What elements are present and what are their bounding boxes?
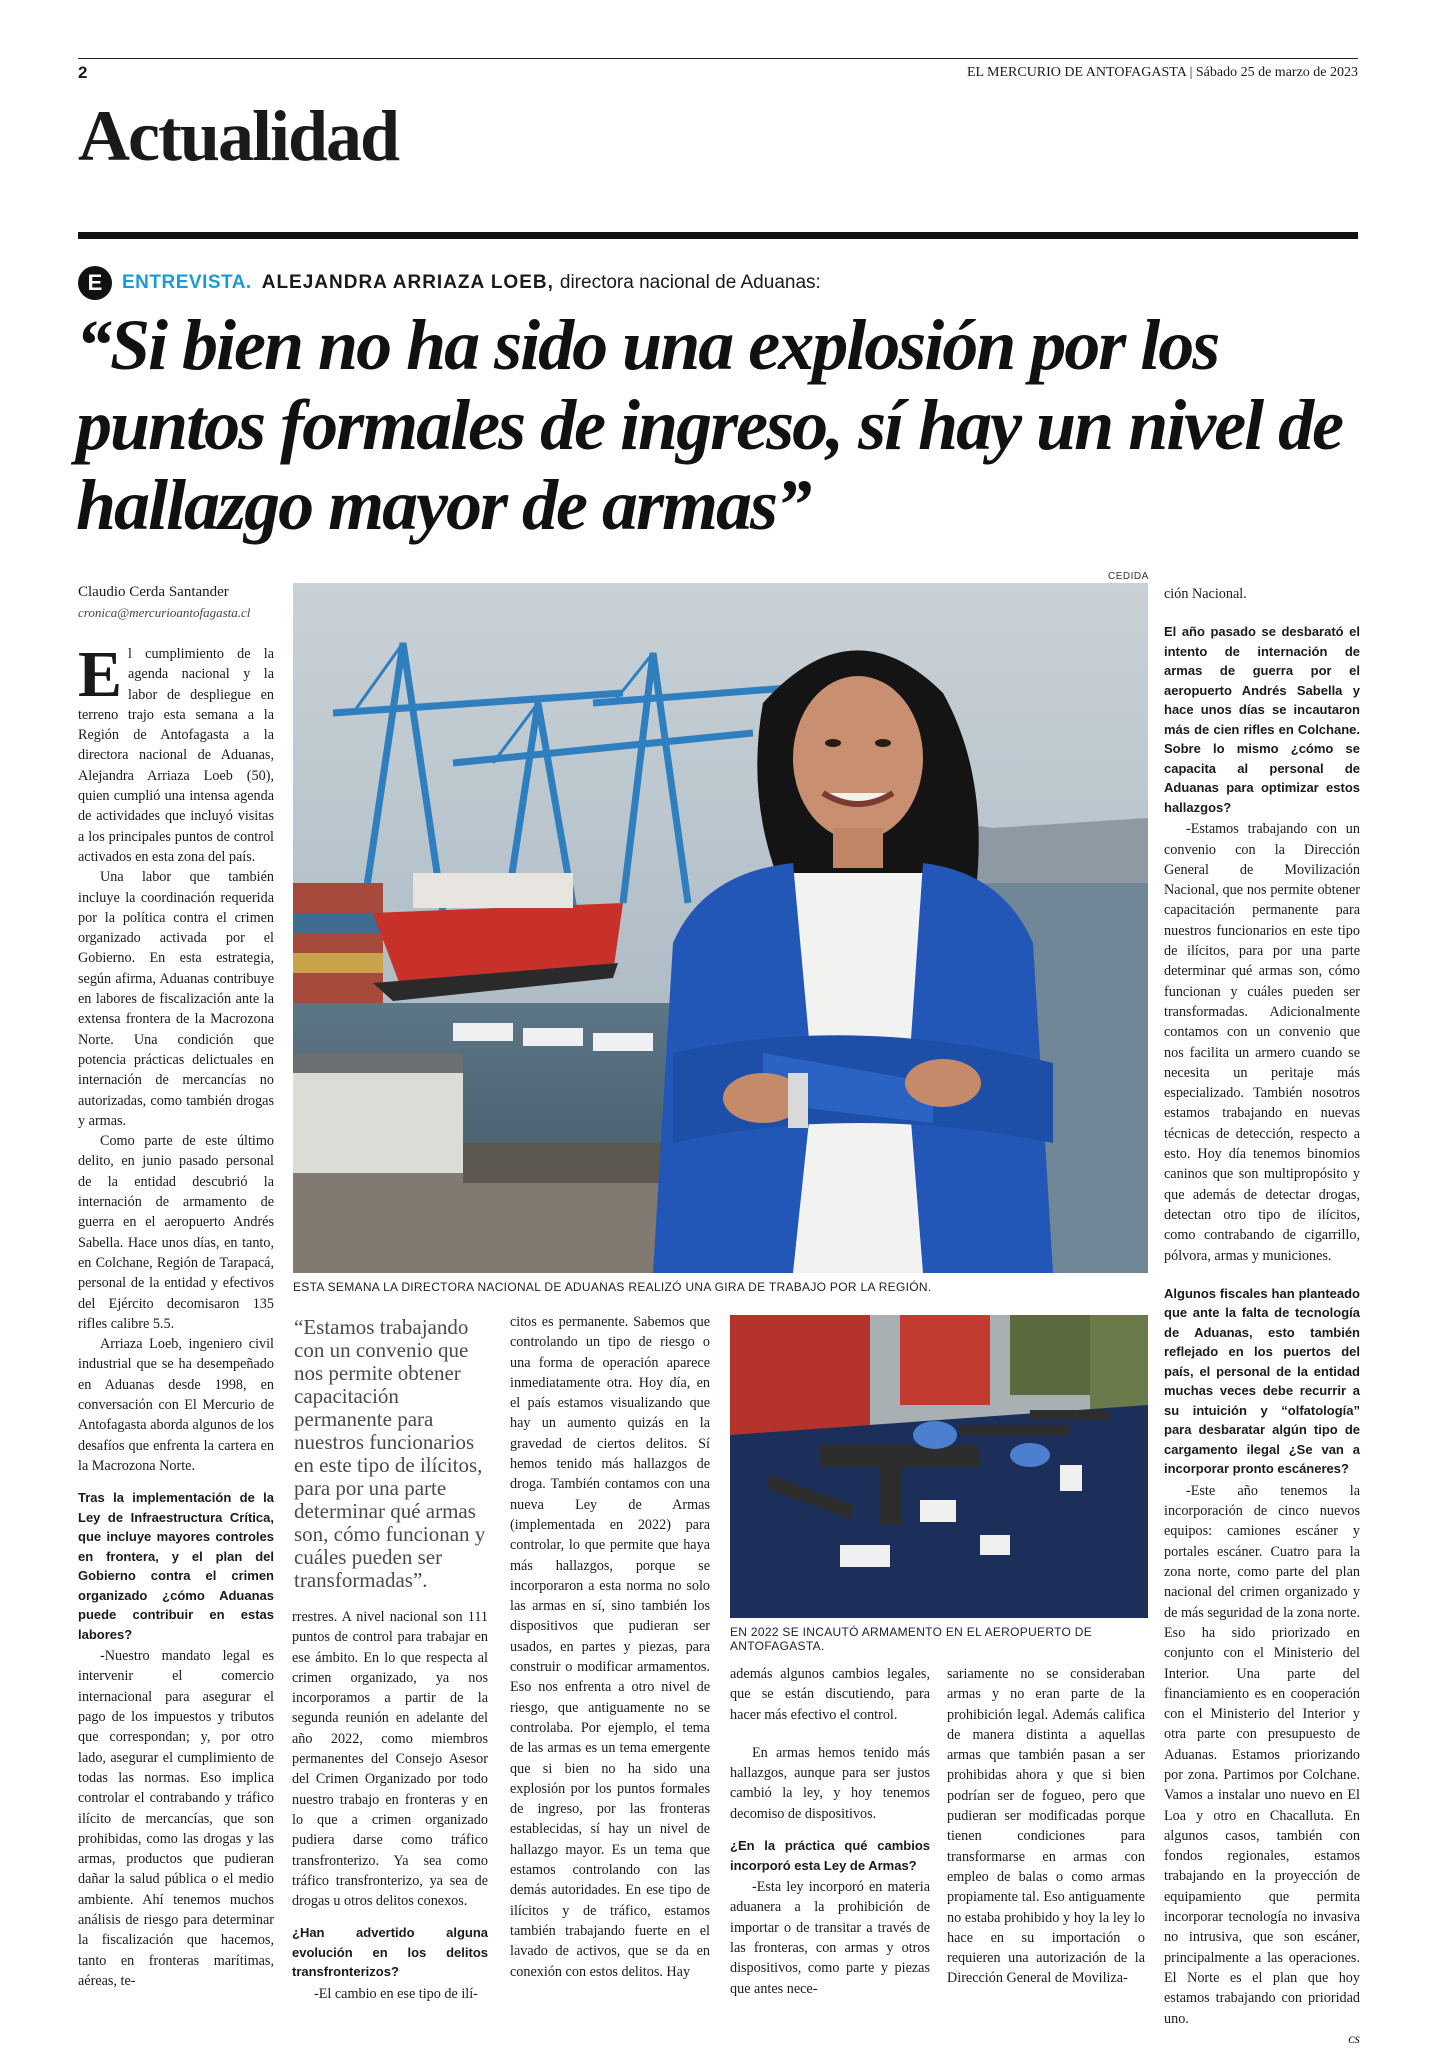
headline: “Si bien no ha sido una explosión por los puntos formales de ingreso, sí hay un nivel de hallazgo mayor de armas” <box>76 305 1343 545</box>
kicker-label: ENTREVISTA. <box>122 272 252 293</box>
paragraph: -El cambio en ese tipo de ilí- <box>314 1985 478 2002</box>
paragraph: -Este año tenemos la incorporación de cinco nuevos equipos: camiones escáner y portales escáner. Cuatro para la zona norte, como parte del plan nacional del crimen organizado y de más seguridad de la zona norte. Eso ha sido priorizado en conjunto con el Ministerio del Interior. Una parte del financiamiento es en cooperación con el Ministerio del Interior y otra parte con presupuesto de Aduanas. Estamos priorizando por zona. Partimos por Colchane. Vamos a instalar uno nuevo en El Loa y otro en Chacalluta. En algunos casos, también con fondos regionales, estamos trabajando en la proyección de equipamiento que permita incorporar tecnología no invasiva no intrusiva, que son escáner, principalmente a las operaciones. El Norte es el plan que hoy estamos trabajando con prioridad uno. <box>1164 1482 1360 2027</box>
paragraph: rrestres. A nivel nacional son 111 puntos de control para trabajar en ese ámbito. En lo que respecta al crimen organizado, ya nos incorporamos a partir de la segunda reunión en adelante del año 2022, como miembros permanentes del Consejo Asesor del Crimen Organizado por todo nuestro trabajo en fronteras y en lo que a crimen organizado pudiera darse como tráfico transfronterizo. Ya sea como tráfico transfronterizo, ya sea de drogas u otros delitos conexos. <box>292 1609 488 1910</box>
paragraph: Una labor que también incluye la coordinación requerida por la política contra el crimen organizado activada por el Gobierno. En esta estrategia, según afirma, Aduanas contribuye en labores de fiscalización ante la extensa frontera de la Macrozona Norte. Una condición que potencia prácticas delictuales en internación de mercancías no autorizadas, como también drogas y armas. <box>78 869 274 1129</box>
interview-question: Tras la implementación de la Ley de Infraestructura Crítica, que incluye mayores controles en frontera, y el plan del Gobierno contra el crimen organizado ¿cómo Aduanas puede contribuir en estas labores? <box>78 1490 274 1642</box>
paragraph: Arriaza Loeb, ingeniero civil industrial que se ha desempeñado en Aduanas desde 1998, en conversación con El Mercurio de Antofagasta aborda algunos de los desafíos que enfrenta la cartera en la Macrozona Norte. <box>78 1336 274 1474</box>
article-column-3 <box>510 1312 710 1982</box>
paragraph: -Nuestro mandato legal es intervenir el comercio internacional para asegurar el pago de los impuestos y tributos que correspondan; y, por otro lado, asegurar el cumplimiento de todas las normas. Eso implica controlar el contrabando y tráfico ilícito de mercancías, que son prohibidas, como las drogas y las armas, productos que pudieran dañar la salud pública o el medio ambiente. Ahí tenemos muchos análisis de riesgo para determinar la fiscalización que hacemos, tanto en fronteras marítimas, aéreas, te- <box>78 1648 274 1989</box>
main-photo-illustration <box>293 583 1148 1273</box>
main-photo <box>293 583 1148 1273</box>
pull-quote: “Estamos trabajando con un convenio que nos permite obtener capacitación permanente para nuestros funcionarios en este tipo de ilícitos, para por una parte determinar qué armas son, cómo funcionan y cuáles pueden ser transformadas”. <box>294 1315 486 1592</box>
interview-question: ¿Han advertido alguna evolución en los delitos transfronterizos? <box>292 1925 488 1980</box>
drop-cap: E <box>78 638 123 711</box>
kicker <box>78 266 821 300</box>
interview-badge-icon: E <box>78 266 112 300</box>
paper-info: EL MERCURIO DE ANTOFAGASTA | Sábado 25 de marzo de 2023 <box>966 65 1358 80</box>
seized-weapons-illustration <box>730 1315 1148 1618</box>
article-column-5 <box>947 1664 1145 1989</box>
secondary-photo <box>730 1315 1148 1618</box>
interview-question: ¿En la práctica qué cambios incorporó esta Ley de Armas? <box>730 1838 930 1873</box>
interview-question: Algunos fiscales han planteado que ante la falta de tecnología de Aduanas, esto también reflejado en los puertos del país, el personal de la entidad muchas veces debe recurrir a su intuición y “olfatología” para desbaratar algún tipo de cargamento ilegal ¿Se van a incorporar pronto escáneres? <box>1164 1285 1360 1477</box>
page-number: 2 <box>78 63 88 82</box>
byline <box>78 584 278 621</box>
paragraph: además algunos cambios legales, que se están discutiendo, para hacer más efectivo el control. <box>730 1666 930 1723</box>
kicker-role: directora nacional de Aduanas: <box>559 272 821 293</box>
article-column-2 <box>292 1607 488 2004</box>
article-column-6 <box>1164 584 1360 2050</box>
paragraph: Como parte de este último delito, en junio pasado personal de la entidad descubrió la internación de armamento de guerra en el aeropuerto Andrés Sabella. Hace unos días, en tanto, en Colchane, Región de Tarapacá, personal de la entidad y efectivos del Ejército decomisaron 135 rifles calibre 5.5. <box>78 1133 274 1332</box>
paragraph: l cumplimiento de la agenda nacional y la labor de despliegue en terreno trajo esta semana a la Región de Antofagasta a la directora nacional de Aduanas, Alejandra Arriaza Loeb (50), quien cumplió una intensa agenda de actividades que incluyó visitas a los principales puntos de control activados en esta zona del país. <box>78 646 274 865</box>
article-column-4 <box>730 1664 930 1999</box>
paragraph: citos es permanente. Sabemos que controlando un tipo de riesgo o una forma de operación aparece inmediatamente otra. Hoy día, en el país estamos visualizando que hay un aumento quizás en la gravedad de ciertos delitos. Sí hemos tenido más hallazgos de droga. También contamos con una nueva Ley de Armas (implementada en 2022) para controlar, lo que permite que haya más hallazgos, porque se incorporaron a esta norma no solo las armas en sí, sino también los dispositivos que pudieran ser usados, en partes y piezas, para construir o modificar armamentos. Eso nos enfrenta a otro nivel de riesgo, que antiguamente no se controlaba. Por ejemplo, el tema de las armas es un tema emergente que si bien no ha sido una explosión por los puntos formales de ingreso, por las fronteras establecidas, sí hay un nivel de hallazgo mayor. Es un tema que estamos controlando con las demás autoridades. En ese tipo de ilícitos y de tráfico, estamos también trabajando fuerte en el lavado de activos, que se da en conexión con estos delitos. Hay <box>510 1314 710 1980</box>
paragraph: ción Nacional. <box>1164 586 1247 602</box>
photo-credit: CEDIDA <box>1108 571 1149 582</box>
author-email: cronica@mercurioantofagasta.cl <box>78 605 251 620</box>
end-mark-icon: ᴄѕ <box>1348 2031 1360 2047</box>
paragraph: En armas hemos tenido más hallazgos, aunque para ser justos cambió la ley, y hoy tenemos decomiso de dispositivos. <box>730 1744 930 1822</box>
kicker-name: ALEJANDRA ARRIAZA LOEB, <box>261 272 554 293</box>
author-name: Claudio Cerda Santander <box>78 584 229 600</box>
section-title: Actualidad <box>78 96 399 176</box>
page-header <box>78 58 1358 83</box>
paragraph: -Esta ley incorporó en materia aduanera a la prohibición de importar o de transitar a través de las fronteras, con armas y otros dispositivos, como parte y piezas que antes nece- <box>730 1879 930 1997</box>
section-divider <box>78 232 1358 239</box>
secondary-photo-caption: EN 2022 SE INCAUTÓ ARMAMENTO EN EL AEROPUERTO DE ANTOFAGASTA. <box>730 1625 1093 1653</box>
paragraph: -Estamos trabajando con un convenio con la Dirección General de Movilización Nacional, que nos permite obtener capacitación permanente para nuestros funcionarios en este tipo de ilícitos, para por una parte determinar qué armas son, cómo funcionan y cuáles pueden ser transformadas. Adicionalmente contamos con un convenio que nos facilita un armero cuando se necesita un peritaje más especializado. También nosotros estamos trabajando en nuevas técnicas de detección, respecto a esto. Hoy día tenemos binomios caninos que son multipropósito y que además de detectar drogas, detectan otro tipo de ilícitos, como contrabando de cigarrillo, pólvora, armas y municiones. <box>1164 821 1360 1264</box>
paragraph: sariamente no se consideraban armas y no eran parte de la prohibición legal. Además califica de manera distinta a aquellas armas que también pasan a ser prohibidas ahora y que si bien podrían ser de fogueo, pero que pudieran ser modificadas porque tienen condiciones para transformarse en armas con empleo de balas o como armas propiamente tal. Eso antiguamente no estaba prohibido y hoy la ley lo hace en su importación o requieren una autorización de la Dirección General de Moviliza- <box>947 1666 1145 1987</box>
article-column-1 <box>78 638 274 1991</box>
main-photo-caption: ESTA SEMANA LA DIRECTORA NACIONAL DE ADUANAS REALIZÓ UNA GIRA DE TRABAJO POR LA REGIÓN. <box>293 1280 932 1294</box>
interview-question: El año pasado se desbarató el intento de internación de armas de guerra por el aeropuerto Andrés Sabella y hace unos días se incautaron más de cien rifles en Colchane. Sobre lo mismo ¿cómo se capacita al personal de Aduanas para optimizar estos hallazgos? <box>1164 624 1360 815</box>
